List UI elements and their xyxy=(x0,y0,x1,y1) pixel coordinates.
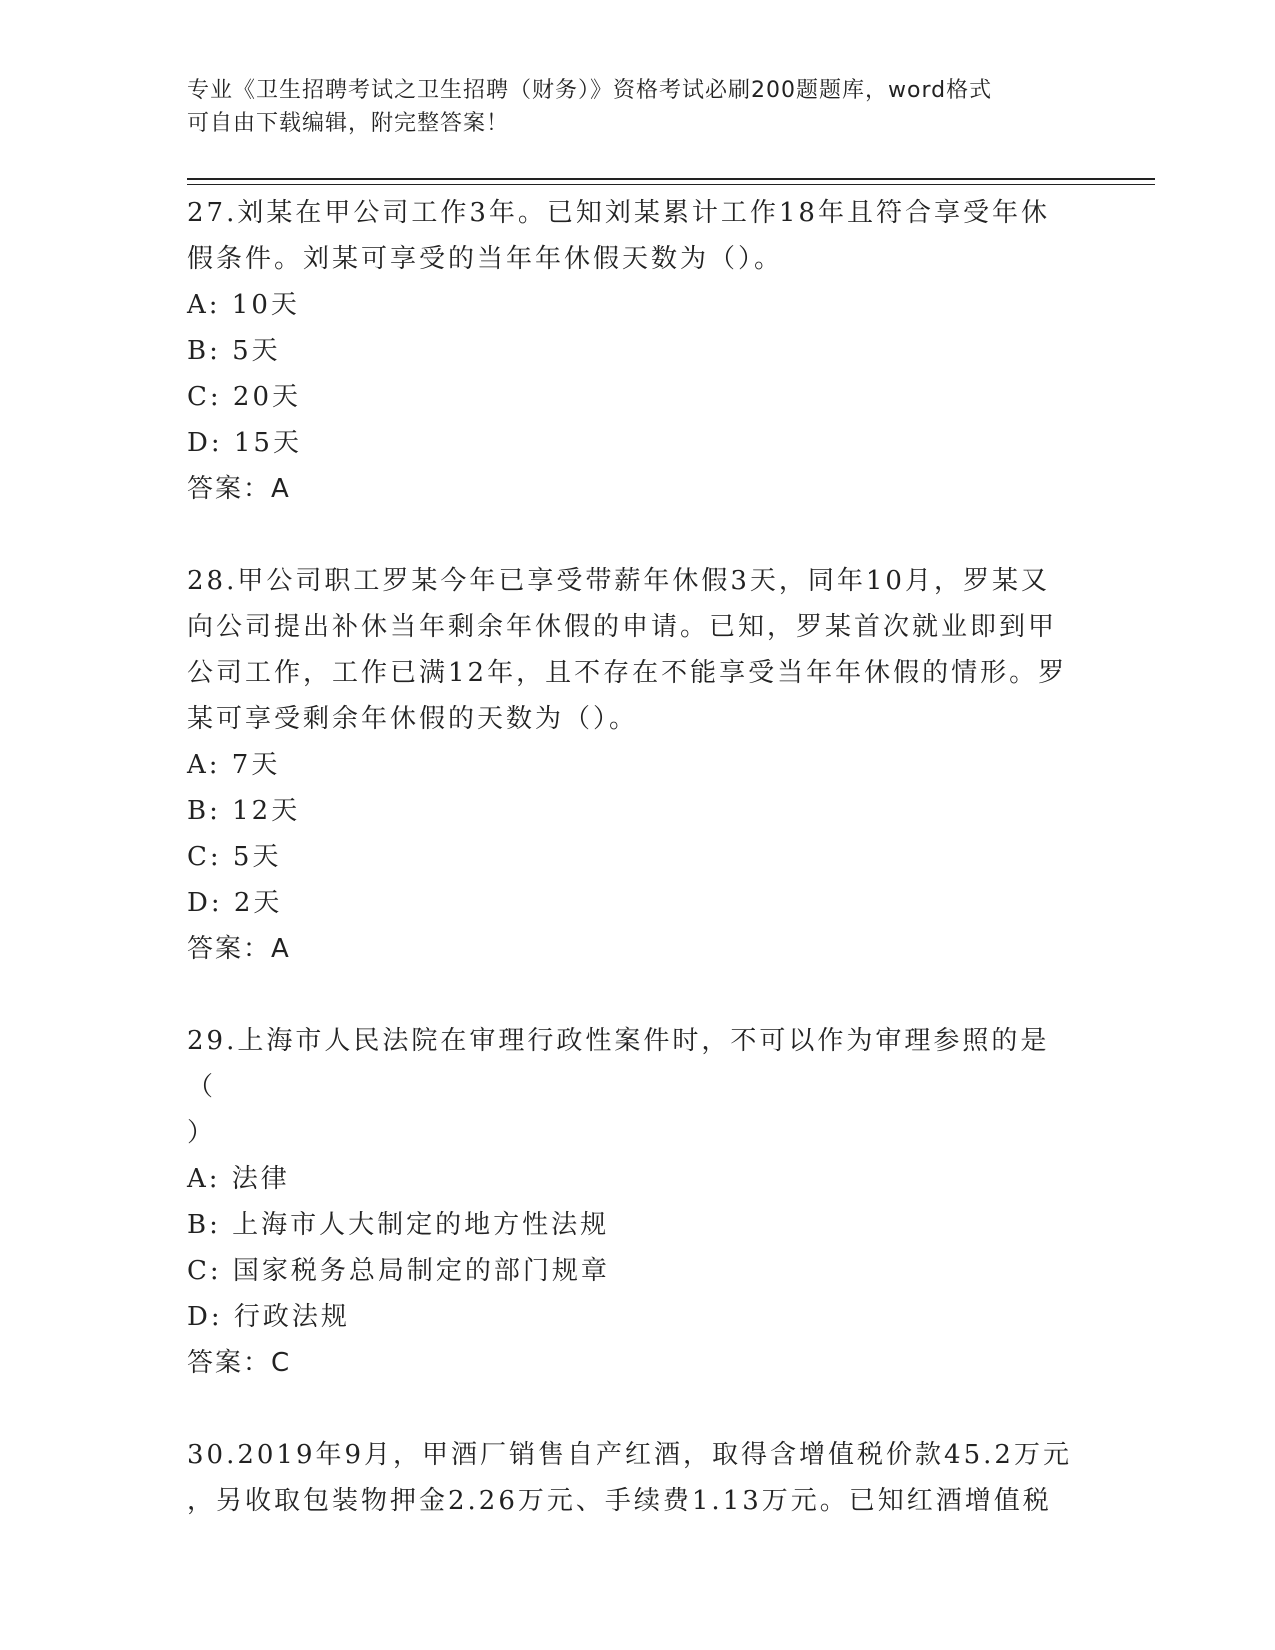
answer: 答案：C xyxy=(187,1348,292,1378)
option-c: C: 5天 xyxy=(187,842,282,872)
question-text-line: 某可享受剩余年休假的天数为（）。 xyxy=(187,704,639,734)
question-text-line: 28.甲公司职工罗某今年已享受带薪年休假3天，同年10月，罗某又 xyxy=(187,566,1050,596)
header-line-2: 可自由下载编辑，附完整答案！ xyxy=(187,111,510,136)
question-30 xyxy=(187,1432,1077,1524)
question-29 xyxy=(187,1018,1077,1386)
answer: 答案：A xyxy=(187,934,291,964)
option-b: B: 上海市人大制定的地方性法规 xyxy=(187,1210,610,1240)
question-text-line: 向公司提出补休当年剩余年休假的申请。已知，罗某首次就业即到甲 xyxy=(187,612,1058,642)
question-text-line: 30.2019年9月，甲酒厂销售自产红酒，取得含增值税价款45.2万元 xyxy=(187,1440,1072,1470)
question-text-line: 27.刘某在甲公司工作3年。已知刘某累计工作18年且符合享受年休 xyxy=(187,198,1050,228)
option-c: C: 20天 xyxy=(187,382,302,412)
option-d: D: 行政法规 xyxy=(187,1302,350,1332)
option-d: D: 15天 xyxy=(187,428,302,458)
spacer xyxy=(187,972,1077,1018)
header-divider-thin xyxy=(187,184,1155,185)
question-list xyxy=(187,190,1077,1524)
answer: 答案：A xyxy=(187,474,291,504)
header-line-1: 专业《卫生招聘考试之卫生招聘（财务）》资格考试必刷200题题库，word格式 xyxy=(187,78,993,103)
spacer xyxy=(187,512,1077,558)
document-header xyxy=(187,74,1067,140)
question-27 xyxy=(187,190,1077,512)
question-28 xyxy=(187,558,1077,972)
question-text-line: 假条件。刘某可享受的当年年休假天数为（）。 xyxy=(187,244,784,274)
option-a: A: 法律 xyxy=(187,1164,290,1194)
option-d: D: 2天 xyxy=(187,888,283,918)
option-a: A: 7天 xyxy=(187,750,281,780)
option-c: C: 国家税务总局制定的部门规章 xyxy=(187,1256,610,1286)
option-b: B: 12天 xyxy=(187,796,301,826)
option-a: A: 10天 xyxy=(187,290,300,320)
question-text-line: ） xyxy=(187,1118,217,1148)
option-b: B: 5天 xyxy=(187,336,281,366)
header-divider-thick xyxy=(187,178,1155,180)
question-text-line: ，另收取包装物押金2.26万元、手续费1.13万元。已知红酒增值税 xyxy=(187,1486,1052,1516)
question-text-line: 29.上海市人民法院在审理行政性案件时，不可以作为审理参照的是（ xyxy=(187,1026,1050,1102)
question-text-line: 公司工作，工作已满12年，且不存在不能享受当年年休假的情形。罗 xyxy=(187,658,1068,688)
spacer xyxy=(187,1386,1077,1432)
